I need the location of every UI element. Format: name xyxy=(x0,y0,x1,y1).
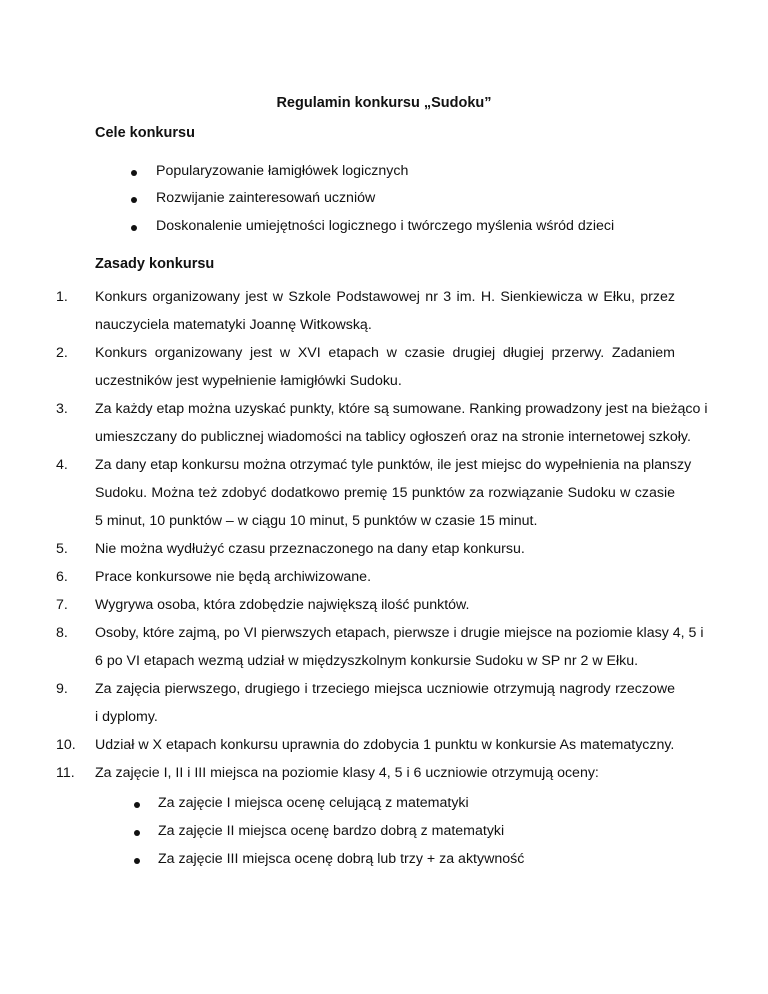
rule-number: 10. xyxy=(56,737,76,753)
goals-item-text: Popularyzowanie łamigłówek logicznych xyxy=(156,163,409,179)
goals-list-item xyxy=(0,190,768,210)
grades-item-text: Za zajęcie I miejsca ocenę celującą z matematyki xyxy=(158,795,469,811)
rule-number: 5. xyxy=(56,541,68,557)
grades-item-text: Za zajęcie II miejsca ocenę bardzo dobrą z matematyki xyxy=(158,823,505,839)
goals-item-text: Rozwijanie zainteresowań uczniów xyxy=(156,190,376,206)
bullet-icon xyxy=(134,830,140,836)
rule-line: 6 po VI etapach wezmą udział w międzyszkolnym konkursie Sudoku w SP nr 2 w Ełku. xyxy=(95,653,639,669)
rule-line: Za każdy etap można uzyskać punkty, które są sumowane. Ranking prowadzony jest na bieżąco i xyxy=(95,401,708,417)
rule-number: 7. xyxy=(56,597,68,613)
rule-line: Konkurs organizowany jest w Szkole Podstawowej nr 3 im. H. Sienkiewicza w Ełku, przez xyxy=(95,289,675,305)
rule-line: 5 minut, 10 punktów – w ciągu 10 minut, 5 punktów w czasie 15 minut. xyxy=(95,513,538,529)
rules-heading: Zasady konkursu xyxy=(95,256,215,272)
grades-list-item xyxy=(0,795,768,815)
bullet-icon xyxy=(131,197,137,203)
rule-line: nauczyciela matematyki Joannę Witkowską. xyxy=(95,317,372,333)
rule-line: Prace konkursowe nie będą archiwizowane. xyxy=(95,569,372,585)
goals-item-text: Doskonalenie umiejętności logicznego i twórczego myślenia wśród dzieci xyxy=(156,218,615,234)
rule-number: 2. xyxy=(56,345,68,361)
rule-line: Za zajęcia pierwszego, drugiego i trzeciego miejsca uczniowie otrzymują nagrody rzeczowe xyxy=(95,681,675,697)
rule-line: Osoby, które zajmą, po VI pierwszych etapach, pierwsze i drugie miejsce na poziomie klasy 4, 5 i xyxy=(95,625,704,641)
rule-line: umieszczany do publicznej wiadomości na tablicy ogłoszeń oraz na stronie internetowej szkoły. xyxy=(95,429,691,445)
goals-list-item xyxy=(0,218,768,238)
rule-number: 3. xyxy=(56,401,68,417)
bullet-icon xyxy=(131,225,137,231)
grades-list-item xyxy=(0,823,768,843)
goals-heading: Cele konkursu xyxy=(95,125,195,141)
bullet-icon xyxy=(134,858,140,864)
rule-line: Nie można wydłużyć czasu przeznaczonego na dany etap konkursu. xyxy=(95,541,525,557)
rule-number: 4. xyxy=(56,457,68,473)
rule-line: Udział w X etapach konkursu uprawnia do zdobycia 1 punktu w konkursie As matematyczny. xyxy=(95,737,675,753)
rule-line: Sudoku. Można też zdobyć dodatkowo premię 15 punktów za rozwiązanie Sudoku w czasie xyxy=(95,485,675,501)
bullet-icon xyxy=(131,170,137,176)
rule-number: 11. xyxy=(56,765,75,781)
rule-number: 6. xyxy=(56,569,68,585)
rule-line: Za dany etap konkursu można otrzymać tyle punktów, ile jest miejsc do wypełnienia na planszy xyxy=(95,457,692,473)
grades-list-item xyxy=(0,851,768,871)
rule-number: 8. xyxy=(56,625,68,641)
rule-line: i dyplomy. xyxy=(95,709,158,725)
rule-line: Za zajęcie I, II i III miejsca na poziomie klasy 4, 5 i 6 uczniowie otrzymują oceny: xyxy=(95,765,599,781)
rule-line: Konkurs organizowany jest w XVI etapach w czasie drugiej długiej przerwy. Zadaniem xyxy=(95,345,675,361)
document-title: Regulamin konkursu „Sudoku” xyxy=(276,95,492,111)
rule-line: Wygrywa osoba, która zdobędzie największą ilość punktów. xyxy=(95,597,470,613)
bullet-icon xyxy=(134,802,140,808)
rule-number: 1. xyxy=(56,289,68,305)
goals-list-item xyxy=(0,163,768,183)
grades-item-text: Za zajęcie III miejsca ocenę dobrą lub trzy + za aktywność xyxy=(158,851,525,867)
rule-line: uczestników jest wypełnienie łamigłówki Sudoku. xyxy=(95,373,402,389)
rule-number: 9. xyxy=(56,681,68,697)
